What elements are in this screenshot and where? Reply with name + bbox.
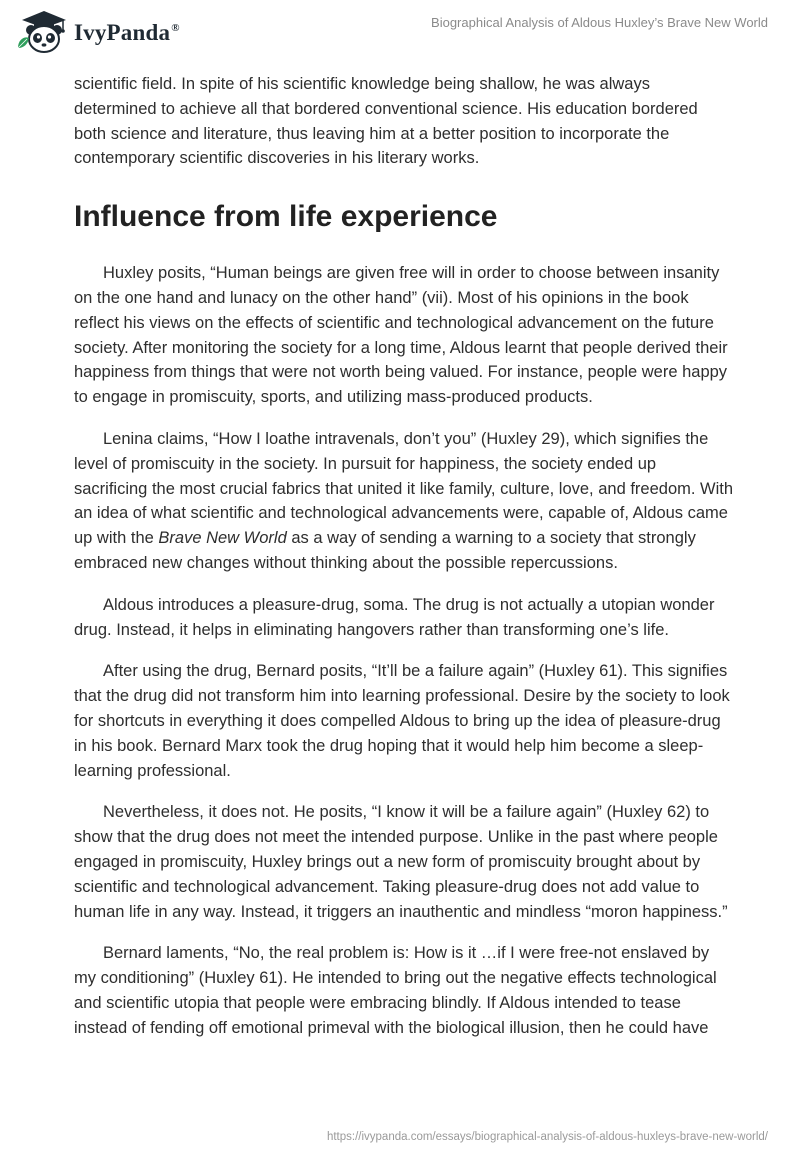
page-header <box>0 0 800 62</box>
book-title-italic: Brave New World <box>158 529 287 548</box>
intro-paragraph: scientific field. In spite of his scientific knowledge being shallow, he was always determined to achieve all that bordered conventional science. His education bordered both science and literature, thus leaving him at a better position to incorporate the contemporary scientific discoveries in his literary works. <box>74 75 698 168</box>
source-url[interactable]: https://ivypanda.com/essays/biographical-analysis-of-aldous-huxleys-brave-new-world/ <box>326 1131 768 1143</box>
section-heading: Influence from life experience <box>74 200 498 234</box>
paragraph-nevertheless: Nevertheless, it does not. He posits, “I know it will be a failure again” (Huxley 62) to show that the drug does not meet the intended purpose. Unlike in the past where people engaged in promiscuity, Huxley brings out a new form of promiscuity brought about by scientific and technological advancement. Taking pleasure-drug does not add value to human life in any way. Instead, it triggers an inauthentic and mindless “moron happiness.” <box>74 803 728 921</box>
paragraph-bernard-failure: After using the drug, Bernard posits, “It’ll be a failure again” (Huxley 61). This signifies that the drug did not transform him into learning professional. Desire by the society to look for shortcuts in everything it does compelled Aldous to bring up the idea of pleasure-drug in his book. Bernard Marx took the drug hoping that it would help him become a sleep-learning professional. <box>74 662 730 780</box>
paragraph-lenina: Lenina claims, “How I loathe intravenals, don’t you” (Huxley 29), which signifies the level of promiscuity in the society. In pursuit for happiness, the society ended up sacrificing the most crucial fabrics that united it like family, culture, love, and freedom. With an idea of what scientific and technological advancements were, capable of, Aldous came up with the Brave New World as a way of sending a warning to a society that strongly embraced new changes without thinking about the possible repercussions. <box>74 429 734 572</box>
paragraph-soma: Aldous introduces a pleasure-drug, soma. The drug is not actually a utopian wonder drug. Instead, it helps in eliminating hangovers rather than transforming one’s life. <box>74 595 715 639</box>
panda-graduate-icon <box>14 8 70 54</box>
paragraph-bernard-laments: Bernard laments, “No, the real problem is: How is it …if I were free-not enslaved by my conditioning” (Huxley 61). He intended to bring out the negative effects technological and scientific utopia that people were embracing blindly. If Aldous intended to tease instead of fending off emotional primeval with the biological illusion, then he could have <box>74 944 717 1037</box>
ivypanda-logo[interactable] <box>14 8 180 54</box>
logo-wordmark: IvyPanda® <box>74 20 180 45</box>
paragraph-free-will: Huxley posits, “Human beings are given free will in order to choose between insanity on the one hand and lunacy on the other hand” (vii). Most of his opinions in the book reflect his views on the effects of scientific and technological advancement on the future society. After monitoring the society for a long time, Aldous learnt that people derived their happiness from things that were not worth being valued. For instance, people were happy to engage in promiscuity, sports, and utilizing mass-produced products. <box>74 264 728 407</box>
document-title: Biographical Analysis of Aldous Huxley’s Brave New World <box>431 15 768 30</box>
essay-body <box>74 72 734 1058</box>
